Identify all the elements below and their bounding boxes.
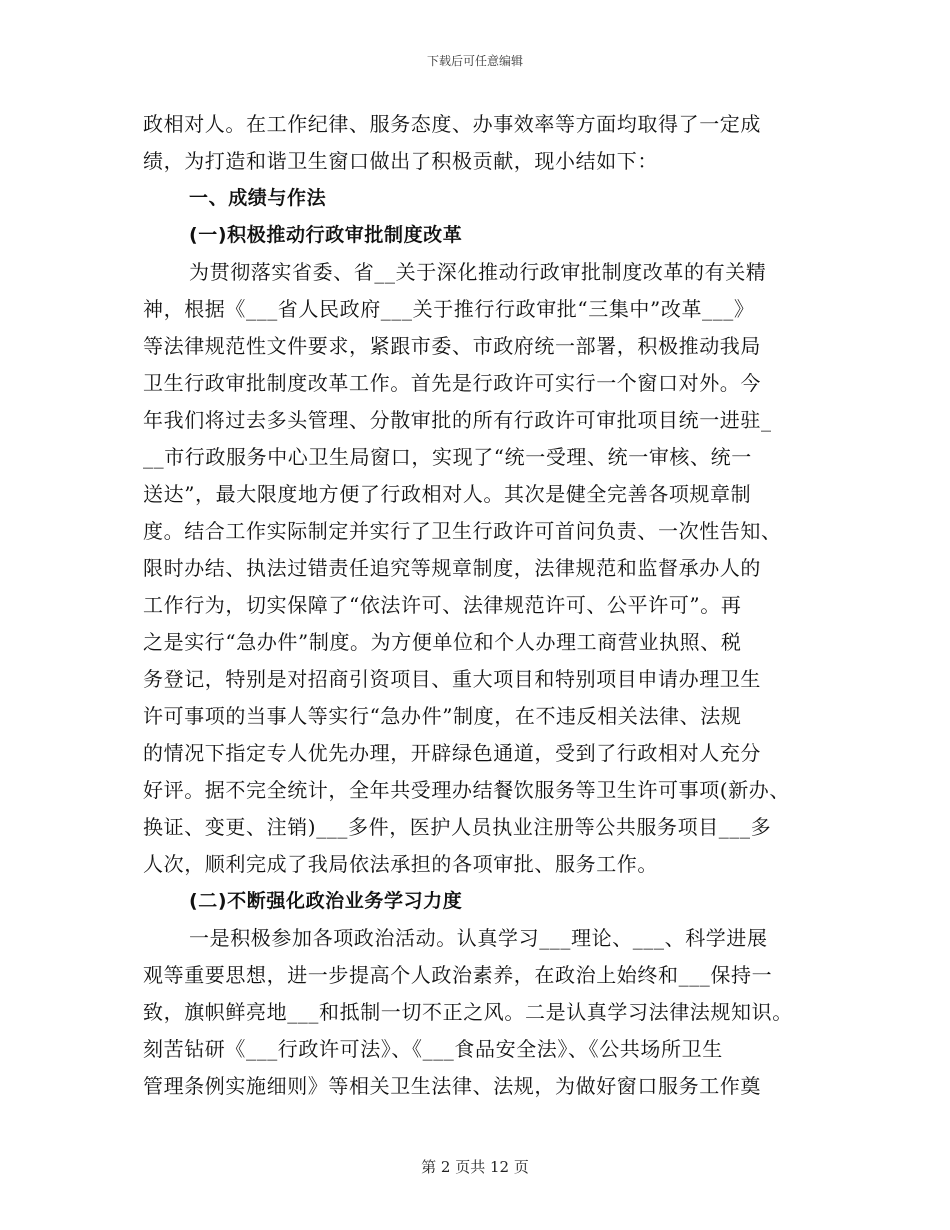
text-line: 刻苦钻研《___行政许可法》、《___食品安全法》、《公共场所卫生 xyxy=(143,1037,723,1061)
text-line: 等法律规范性文件要求，紧跟市委、市政府统一部署，积极推动我局 xyxy=(143,334,761,358)
text-line: 务登记，特别是对招商引资项目、重大项目和特别项目申请办理卫生 xyxy=(143,667,761,691)
text-line: 人次，顺利完成了我局依法承担的各项审批、服务工作。 xyxy=(143,852,658,876)
subsection-heading: (一)积极推动行政审批制度改革 xyxy=(189,224,463,246)
text-line: 政相对人。在工作纪律、服务态度、办事效率等方面均取得了一定成 xyxy=(143,112,761,136)
paragraph-first-line: 为贯彻落实省委、省__关于深化推动行政审批制度改革的有关精 xyxy=(189,260,767,284)
text-line: 好评。据不完全统计，全年共受理办结餐饮服务等卫生许可事项(新办、 xyxy=(143,778,791,802)
section-heading: 一、成绩与作法 xyxy=(189,187,327,209)
document-body xyxy=(143,106,811,1105)
text-line: 年我们将过去多头管理、分散审批的所有行政许可审批项目统一进驻_ xyxy=(143,408,772,432)
text-line: 的情况下指定专人优先办理，开辟绿色通道，受到了行政相对人充分 xyxy=(143,741,761,765)
page-footer: 第 2 页共 12 页 xyxy=(421,1158,529,1176)
text-line: 卫生行政审批制度改革工作。首先是行政许可实行一个窗口对外。今 xyxy=(143,371,761,395)
text-line: 换证、变更、注销)___多件，医护人员执业注册等公共服务项目___多 xyxy=(143,815,772,839)
text-line: 神，根据《___省人民政府___关于推行行政审批“三集中”改革___》 xyxy=(143,297,755,321)
text-line: 绩，为打造和谐卫生窗口做出了积极贡献，现小结如下： xyxy=(143,149,658,173)
text-line: 观等重要思想，进一步提高个人政治素养，在政治上始终和___保持一 xyxy=(143,963,773,987)
text-line: 管理条例实施细则》等相关卫生法律、法规，为做好窗口服务工作奠 xyxy=(143,1074,761,1098)
text-line: 致，旗帜鲜亮地___和抵制一切不正之风。二是认真学习法律法规知识。 xyxy=(143,1000,793,1024)
text-line: 许可事项的当事人等实行“急办件”制度，在不违反相关法律、法规 xyxy=(143,704,742,728)
text-line: __市行政服务中心卫生局窗口，实现了“统一受理、统一审核、统一 xyxy=(143,445,752,469)
text-line: 度。结合工作实际制定并实行了卫生行政许可首问负责、一次性告知、 xyxy=(143,519,782,543)
text-line: 之是实行“急办件”制度。为方便单位和个人办理工商营业执照、税 xyxy=(143,630,742,654)
subsection-heading: (二)不断强化政治业务学习力度 xyxy=(189,890,463,912)
page-header: 下载后可任意编辑 xyxy=(426,54,523,68)
text-line: 工作行为，切实保障了“依法许可、法律规范许可、公平许可”。再 xyxy=(143,593,742,617)
paragraph-first-line: 一是积极参加各项政治活动。认真学习___理论、___、科学进展 xyxy=(189,926,768,950)
text-line: 限时办结、执法过错责任追究等规章制度，法律规范和监督承办人的 xyxy=(143,556,761,580)
text-line: 送达”，最大限度地方便了行政相对人。其次是健全完善各项规章制 xyxy=(143,482,752,506)
